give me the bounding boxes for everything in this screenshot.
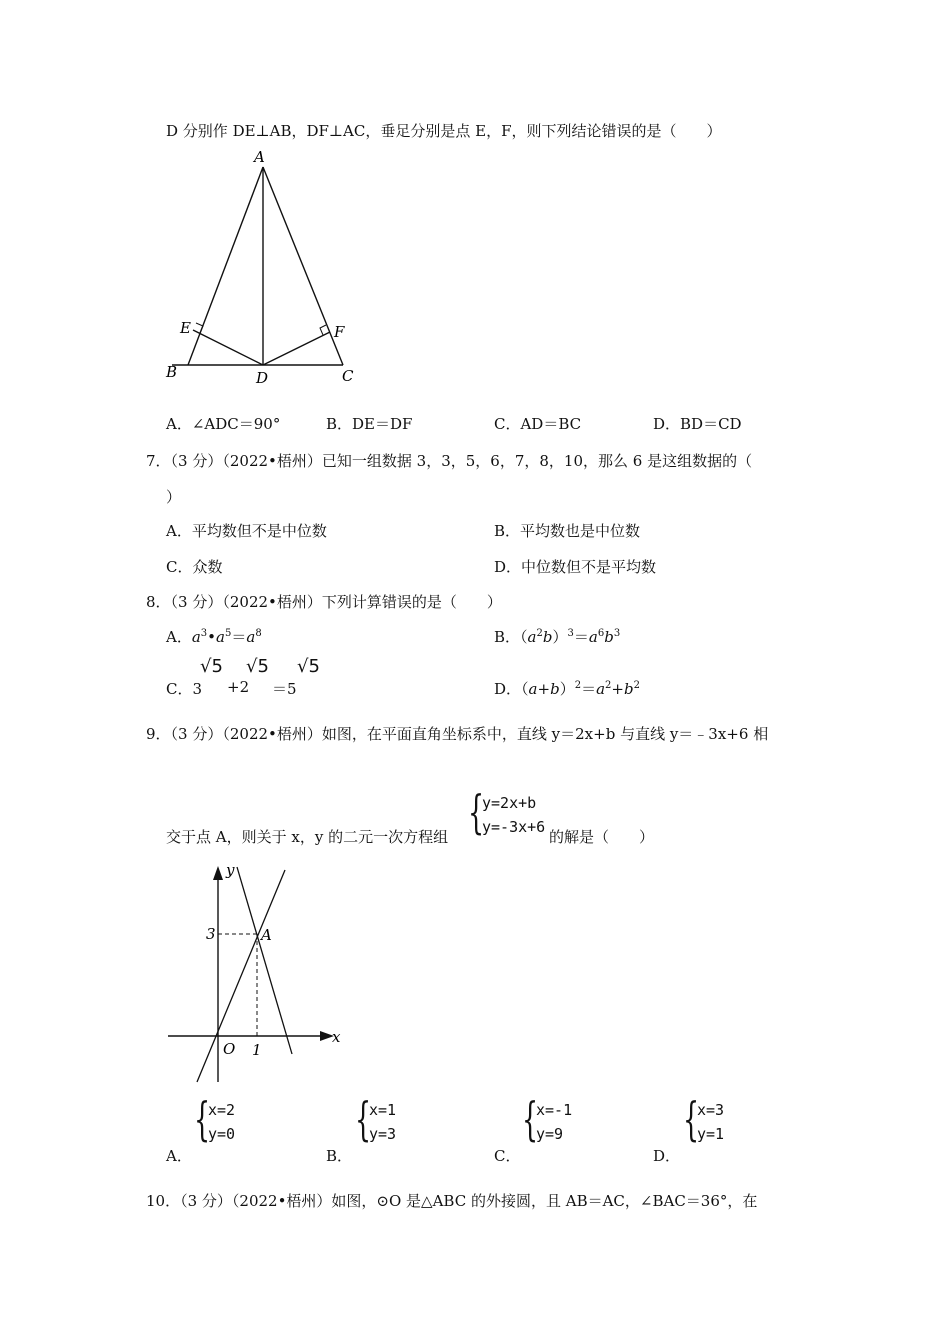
q9-equation-system: { y=2x+b y=-3x+6 (468, 785, 546, 839)
label-D: D (256, 369, 269, 385)
label-F: F (334, 323, 345, 341)
q8-option-a: A．$a^3•a^5=a^8$ (166, 628, 262, 646)
q9-option-b: B． (326, 1147, 353, 1165)
q9-option-a-system: { x=2 y=0 (194, 1092, 236, 1146)
label-B: B (166, 363, 178, 381)
point-label-A: A (261, 926, 272, 944)
q6-triangle-figure (150, 145, 370, 385)
origin-label: O (223, 1040, 236, 1058)
q9-option-a: A． (166, 1147, 192, 1165)
q8-optc-plus: +2 (227, 678, 250, 696)
q10-stem: 10．（3 分）（2022•梧州）如图，⊙O 是△ABC 的外接圆，且 AB＝AC，∠BAC＝36°，在 (146, 1192, 758, 1210)
label-E: E (180, 319, 191, 337)
axis-label-x: x (332, 1028, 341, 1046)
tick-label-3: 3 (206, 925, 216, 943)
q7-option-c: C．众数 (166, 558, 223, 576)
sqrt-5-b: √5 (246, 656, 269, 677)
q9-option-d: D． (653, 1147, 681, 1165)
sqrt-5-c: √5 (297, 656, 320, 677)
q6-option-b: B．DE＝DF (326, 415, 413, 433)
q8-stem: 8．（3 分）（2022•梧州）下列计算错误的是（ ） (146, 593, 502, 611)
label-A: A (254, 148, 265, 166)
axis-label-y: y (226, 861, 235, 879)
q8-option-b: B．$(a^2b)^3=a^6b^3$ (494, 628, 621, 646)
q9-stem: 9．（3 分）（2022•梧州）如图，在平面直角坐标系中，直线 y＝2x+b 与直线 y＝﹣3x+6 相 (146, 725, 769, 743)
sqrt-5-a: √5 (200, 656, 223, 677)
q7-stem-cont: ） (166, 488, 182, 506)
label-C: C (342, 367, 354, 385)
q7-option-b: B．平均数也是中位数 (494, 522, 641, 540)
tick-label-1: 1 (252, 1041, 262, 1059)
q6-option-c: C．AD＝BC (494, 415, 582, 433)
q8-option-d: D．$(a+b)^2=a^2+b^2$ (494, 680, 640, 698)
q8-option-c: C．3 (166, 680, 203, 698)
q7-option-a: A．平均数但不是中位数 (166, 522, 327, 540)
q8-optc-eq: ＝5 (272, 680, 297, 698)
q7-option-d: D．中位数但不是平均数 (494, 558, 657, 576)
q6-option-d: D．BD＝CD (653, 415, 742, 433)
q9-option-c-system: { x=-1 y=9 (522, 1092, 573, 1146)
q9-option-d-system: { x=3 y=1 (683, 1092, 725, 1146)
q6-stem: D 分别作 DE⊥AB，DF⊥AC，垂足分别是点 E，F，则下列结论错误的是（ ） (166, 122, 722, 140)
q9-stem-2-pre: 交于点 A，则关于 x，y 的二元一次方程组 (166, 828, 449, 846)
q9-option-c: C． (494, 1147, 521, 1165)
q6-option-a: A．∠ADC＝90° (166, 415, 281, 433)
q7-stem: 7．（3 分）（2022•梧州）已知一组数据 3，3，5，6，7，8，10，那么 6 是这组数据的（ (146, 452, 753, 470)
q9-coordinate-graph (160, 858, 360, 1083)
q9-option-b-system: { x=1 y=3 (355, 1092, 397, 1146)
q9-stem-2-post: 的解是（ ） (549, 828, 655, 846)
